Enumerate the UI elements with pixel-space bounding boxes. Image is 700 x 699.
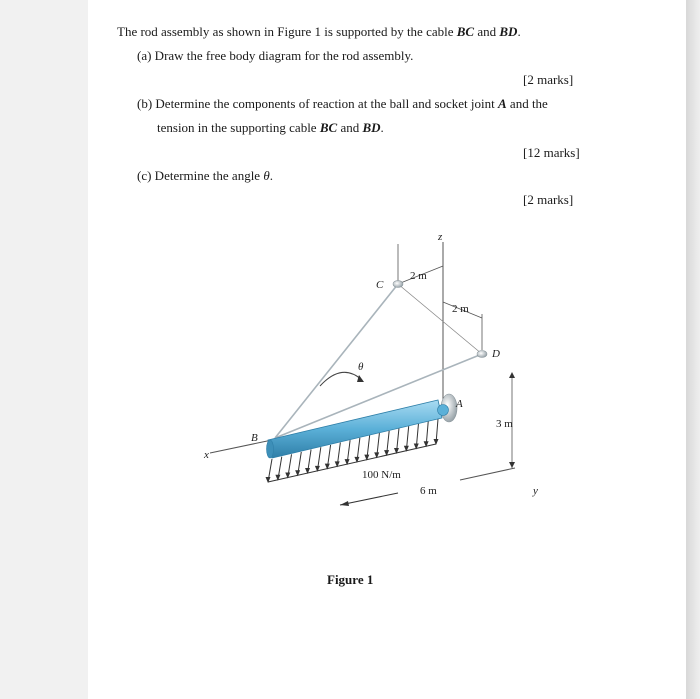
point-d-label: D <box>492 348 500 360</box>
three-m-arrow-bottom <box>509 462 515 468</box>
ball-a <box>438 405 449 416</box>
point-b-label: B <box>251 432 258 444</box>
point-c-label: C <box>376 279 384 291</box>
dim-2m-mid: 2 m <box>452 303 469 315</box>
part-b-joint-a: A <box>498 96 507 111</box>
page-edge-shadow <box>686 0 700 699</box>
part-b-text: (b) Determine the components of reaction at the ball and socket joint <box>137 96 498 111</box>
theta-arrow <box>357 375 364 382</box>
problem-intro <box>117 24 521 40</box>
part-b-cable-bc: BC <box>319 120 338 135</box>
dim-3m: 3 m <box>496 418 513 430</box>
part-b-line1 <box>137 96 548 112</box>
intro-and: and <box>474 24 500 39</box>
part-b-text-suffix: and the <box>506 96 548 111</box>
six-m-dim-left <box>340 493 398 505</box>
x-axis-line <box>210 440 272 453</box>
part-b-period: . <box>380 120 384 135</box>
anchor-d <box>477 351 487 358</box>
figure-caption: Figure 1 <box>327 572 374 587</box>
part-c-theta: θ <box>263 168 270 183</box>
part-c-text <box>137 168 273 184</box>
part-b-cable-bd: BD <box>362 120 381 135</box>
load-label: 100 N/m <box>362 469 401 481</box>
rod-end-b <box>267 440 274 458</box>
six-m-arrow <box>340 501 349 506</box>
x-axis-label: x <box>204 449 209 461</box>
three-m-arrow-top <box>509 372 515 378</box>
intro-text: The rod assembly as shown in Figure 1 is supported by the cable <box>117 24 457 39</box>
intro-cable-bd: BD <box>499 24 518 39</box>
part-a-text: (a) Draw the free body diagram for the rod assembly. <box>137 48 414 63</box>
z-axis-label: z <box>438 231 443 243</box>
part-b-line2-text: tension in the supporting cable <box>157 120 320 135</box>
y-axis-label: y <box>533 485 538 497</box>
part-c-marks: [2 marks] <box>523 192 574 207</box>
intro-period: . <box>517 24 521 39</box>
anchor-c <box>393 281 403 288</box>
c-to-d-guide <box>398 284 482 354</box>
part-a-marks: [2 marks] <box>523 72 574 87</box>
figure-1-diagram <box>190 222 560 522</box>
part-b-and: and <box>337 120 363 135</box>
part-c-prefix: (c) Determine the angle <box>137 168 264 183</box>
intro-cable-bc: BC <box>456 24 475 39</box>
dim-2m-top: 2 m <box>410 270 427 282</box>
dim-6m: 6 m <box>420 485 437 497</box>
y-axis-line <box>460 468 515 480</box>
point-a-label: A <box>456 398 463 410</box>
part-b-line2 <box>157 120 384 136</box>
part-b-marks: [12 marks] <box>523 145 580 160</box>
part-c-period: . <box>269 168 273 183</box>
rod-ab <box>268 400 442 458</box>
theta-label: θ <box>358 361 364 373</box>
